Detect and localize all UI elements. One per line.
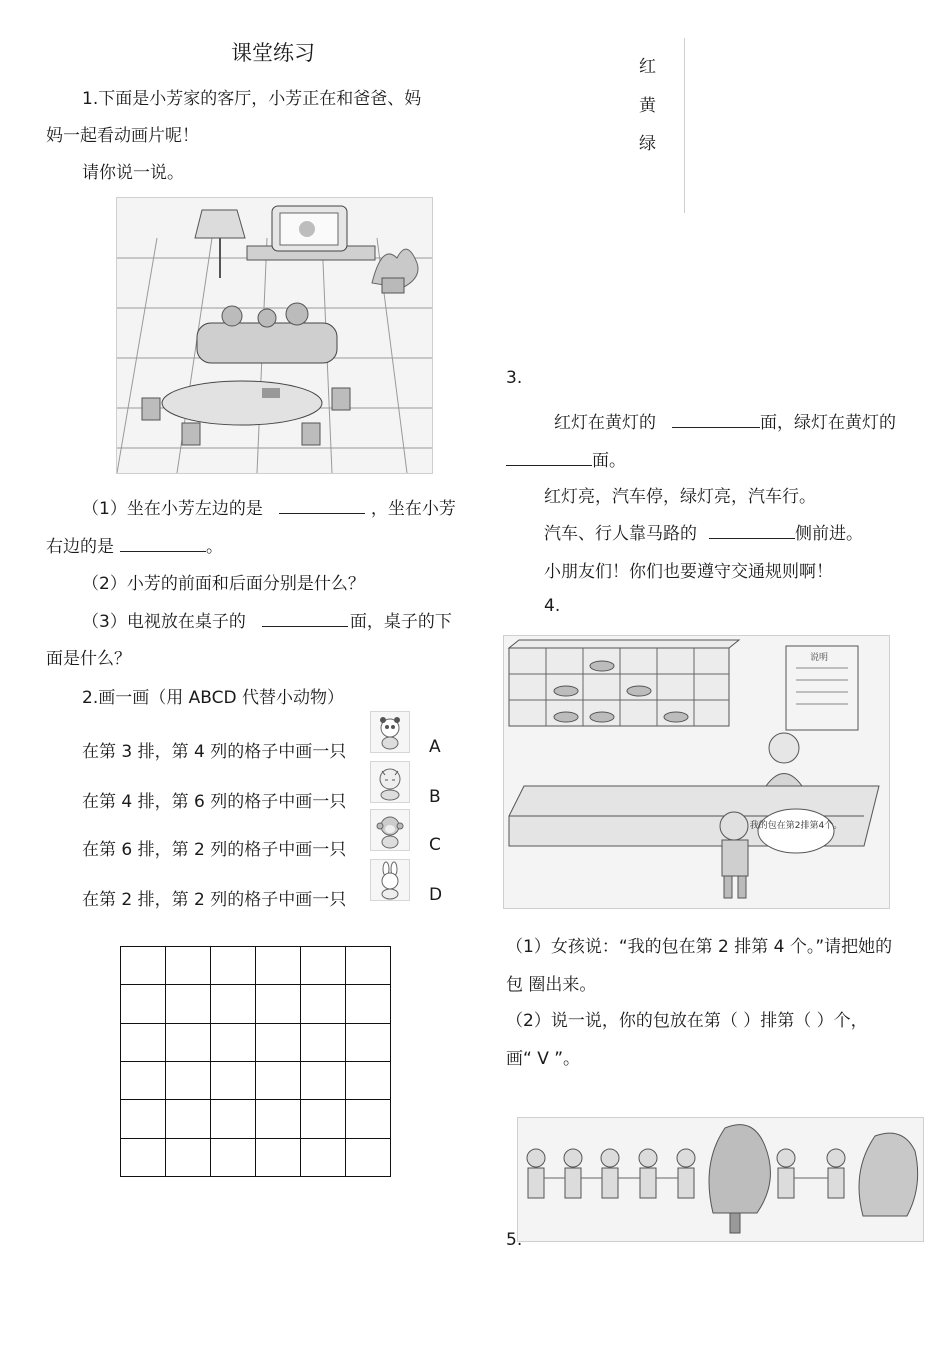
grid-cell[interactable] [256,1100,301,1138]
grid-cell[interactable] [301,1024,346,1062]
grid-cell[interactable] [166,1139,211,1177]
panda-icon [370,711,410,753]
q4-s2-line1: （2）说一说，你的包放在第（ ）排第（ ）个， [506,1011,868,1031]
grid-cell[interactable] [301,1062,346,1100]
q1-s3-line1 [82,607,452,632]
q4-s1-line1: （1）女孩说：“我的包在第 2 排第 4 个。”请把她的 [506,937,893,957]
q1-s1-line2 [46,532,223,557]
q2-row-b-text: 在第 4 排，第 6 列的格子中画一只 [82,792,347,812]
grid-cell[interactable] [211,1024,256,1062]
grid-cell[interactable] [301,985,346,1023]
q2-row-d-letter: D [429,885,443,905]
q1-s1-line1 [82,494,456,519]
q1-line1: 1.下面是小芳家的客厅，小芳正在和爸爸、妈 [82,89,422,109]
q1-s3a-text: （3）电视放在桌子的 [82,612,246,632]
grid-cell[interactable] [256,1139,301,1177]
bag-shelf-illustration [503,635,890,909]
q3-l2-text: 面。 [592,451,626,471]
grid-cell[interactable] [256,985,301,1023]
q2-row-a-text: 在第 3 排，第 4 列的格子中画一只 [82,742,347,762]
q1-s1a-text: （1）坐在小芳左边的是 [82,499,263,519]
living-room-illustration [116,197,433,474]
q1-s1d-text: 。 [206,537,223,557]
board-title: 说明 [810,653,829,663]
children-trees-illustration [517,1117,924,1242]
grid-cell[interactable] [346,1100,391,1138]
answer-blank-right[interactable] [120,535,206,552]
q5-number: 5. [506,1230,523,1250]
q1-line3: 请你说一说。 [82,163,184,183]
grid-cell[interactable] [166,1024,211,1062]
grid-cell[interactable] [301,947,346,985]
q3-l4a-text: 汽车、行人靠马路的 [544,524,697,544]
q1-s2: （2）小芳的前面和后面分别是什么？ [82,574,365,594]
q2-row-d-text: 在第 2 排，第 2 列的格子中画一只 [82,890,347,910]
traffic-light-yellow: 黄 [639,96,656,116]
q1-s1b-text: ，坐在小芳 [370,499,456,519]
q4-s1-line2: 包 圈出来。 [506,975,597,995]
grid-cell[interactable] [121,1062,166,1100]
q1-s3-line2: 面是什么？ [46,649,131,669]
grid-cell[interactable] [121,947,166,985]
q2-row-a-letter: A [429,737,441,757]
q2-heading: 2.画一画（用 ABCD 代替小动物） [82,688,344,708]
q3-l1b-text: 面，绿灯在黄灯的 [760,413,896,433]
answer-blank-green[interactable] [506,449,592,466]
grid-cell[interactable] [166,947,211,985]
grid-cell[interactable] [301,1139,346,1177]
speech-bubble-text: 我的包在第2排第4个。 [749,821,843,831]
grid-cell[interactable] [211,947,256,985]
grid-cell[interactable] [256,947,301,985]
q3-line1 [554,408,896,433]
q2-row-c-letter: C [429,835,441,855]
grid-cell[interactable] [211,985,256,1023]
grid-cell[interactable] [121,1024,166,1062]
q1-s1c-text: 右边的是 [46,537,114,557]
monkey-icon [370,809,410,851]
traffic-light-green: 绿 [639,134,656,154]
q1-line2: 妈一起看动画片呢！ [46,126,199,146]
traffic-light-red: 红 [639,57,656,77]
page-title: 课堂练习 [231,41,315,65]
q4-s2-line2: 画“ V ”。 [506,1049,581,1069]
grid-cell[interactable] [166,1100,211,1138]
q3-l4b-text: 侧前进。 [795,524,863,544]
q3-line2 [506,446,626,471]
q3-number: 3. [506,368,523,388]
grid-cell[interactable] [121,1139,166,1177]
q2-row-b-letter: B [429,787,441,807]
q3-line3: 红灯亮，汽车停，绿灯亮，汽车行。 [544,487,816,507]
grid-cell[interactable] [256,1024,301,1062]
grid-cell[interactable] [301,1100,346,1138]
grid-cell[interactable] [121,1100,166,1138]
grid-cell[interactable] [166,985,211,1023]
grid-cell[interactable] [211,1062,256,1100]
q3-line4 [544,519,863,544]
q1-s3b-text: 面，桌子的下 [349,612,452,632]
grid-cell[interactable] [346,1062,391,1100]
answer-blank-red[interactable] [672,411,760,428]
divider-line [684,38,685,213]
answer-blank-tv[interactable] [262,610,348,627]
grid-cell[interactable] [346,947,391,985]
grid-cell[interactable] [256,1062,301,1100]
tiger-icon [370,761,410,803]
q3-line5: 小朋友们！你们也要遵守交通规则啊！ [544,562,833,582]
q4-number: 4. [544,596,561,616]
q3-l1a-text: 红灯在黄灯的 [554,413,656,433]
answer-blank-left[interactable] [279,497,365,514]
grid-cell[interactable] [166,1062,211,1100]
grid-cell[interactable] [121,985,166,1023]
grid-cell[interactable] [346,1024,391,1062]
grid-cell[interactable] [346,1139,391,1177]
rabbit-icon [370,859,410,901]
grid-cell[interactable] [211,1100,256,1138]
grid-cell[interactable] [211,1139,256,1177]
q2-row-c-text: 在第 6 排，第 2 列的格子中画一只 [82,840,347,860]
answer-blank-side[interactable] [709,522,795,539]
grid-cell[interactable] [346,985,391,1023]
drawing-grid[interactable] [120,946,391,1177]
